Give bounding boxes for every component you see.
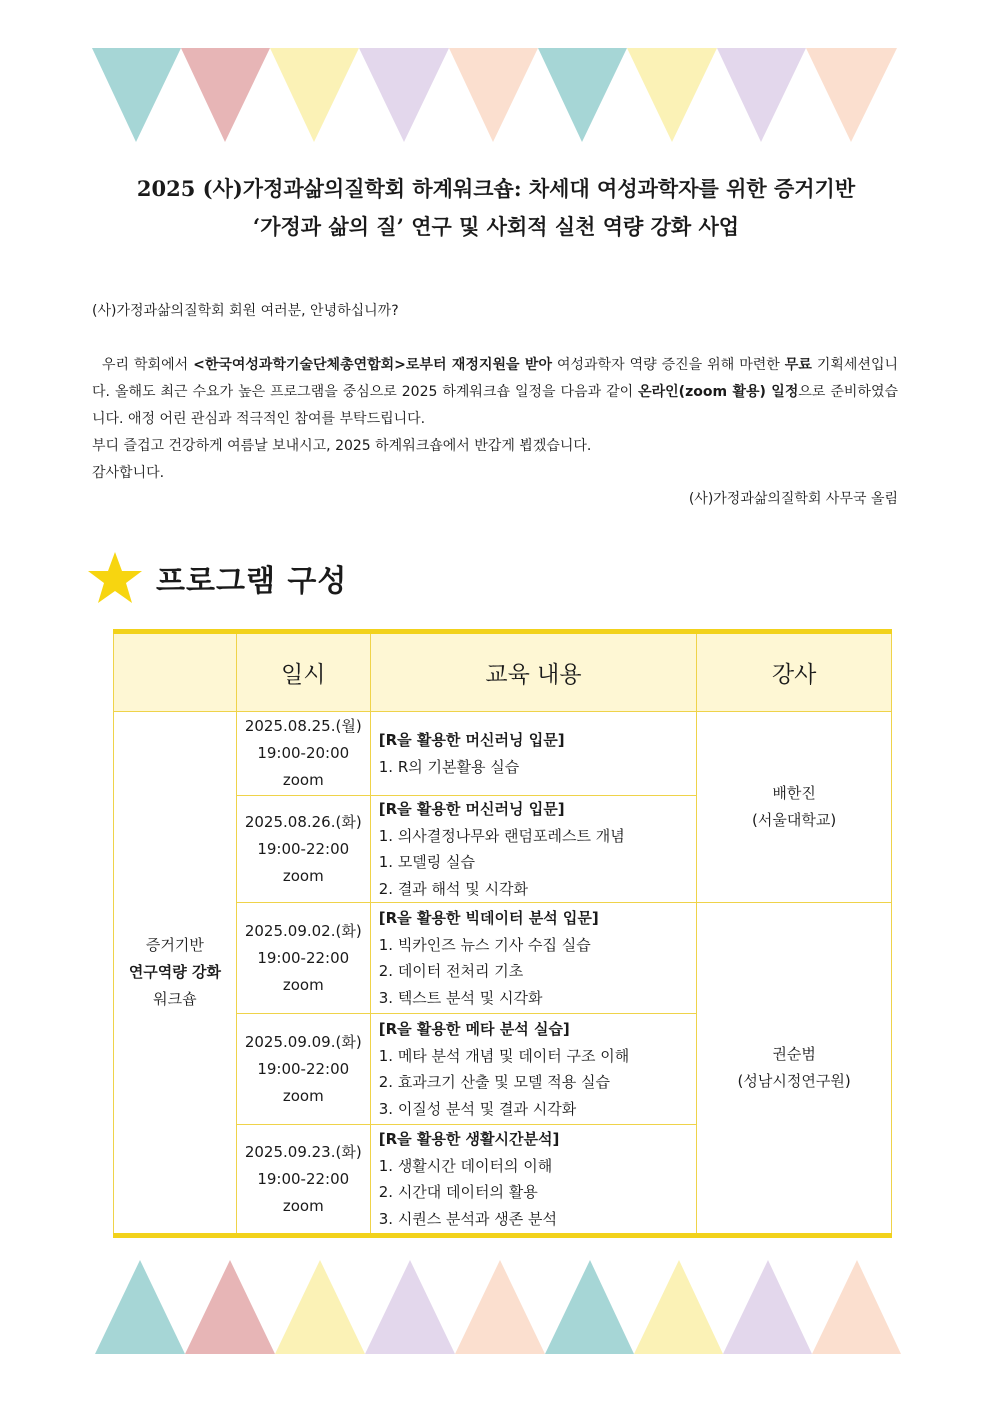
pennant-teal (538, 48, 627, 142)
lecturer-affiliation: (성남시정연구원) (737, 1072, 851, 1090)
pennant-yellow (275, 1260, 365, 1354)
section-title: 프로그램 구성 (156, 564, 348, 599)
pennant-pink (185, 1260, 275, 1354)
session-topic: [R을 활용한 생활시간분석] (378, 1130, 560, 1148)
body-text-b: 여성과학자 역량 증진을 위해 마련한 (551, 357, 785, 373)
session-time: 19:00-20:00 (257, 744, 350, 762)
session-item: 2. 데이터 전처리 기초 (378, 962, 524, 980)
category-line-1: 증거기반 (145, 936, 204, 954)
pennant-peach (449, 48, 538, 142)
greeting: (사)가정과삶의질학회 회원 여러분, 안녕하십니까? (92, 303, 399, 319)
pennant-yellow (634, 1260, 723, 1354)
bunting-top (0, 48, 992, 144)
date-cell (236, 1125, 370, 1236)
session-topic: [R을 활용한 빅데이터 분석 입문] (378, 909, 599, 927)
signoff: (사)가정과삶의질학회 사무국 올림 (688, 491, 898, 507)
session-item: 1. 생활시간 데이터의 이해 (378, 1156, 553, 1175)
body-paragraph-2: 부디 즐겁고 건강하게 여름날 보내시고, 2025 하계워크숍에서 반갑게 뵙겠습니다. (92, 438, 592, 454)
table-row (114, 712, 892, 796)
content-cell (370, 1014, 697, 1125)
body-bold-online: 온라인(zoom 활용) 일정 (638, 384, 799, 400)
session-topic: [R을 활용한 머신러닝 입문] (378, 731, 565, 749)
session-date: 2025.09.02.(화) (244, 921, 362, 940)
body-bold-funding: <한국여성과학기술단체총연합회>로부터 재정지원을 받아 (193, 357, 552, 373)
session-date: 2025.09.23.(화) (244, 1142, 362, 1161)
session-mode: zoom (282, 1196, 324, 1215)
session-item: 2. 결과 해석 및 시각화 (378, 879, 529, 898)
session-item: 2. 시간대 데이터의 활용 (378, 1183, 538, 1201)
lecturer-affiliation: (서울대학교) (752, 811, 837, 829)
body-paragraph-3: 감사합니다. (92, 465, 165, 481)
category-cell (114, 712, 237, 1236)
header-content: 교육 내용 (370, 632, 697, 712)
session-item: 3. 텍스트 분석 및 시각화 (378, 988, 543, 1007)
table-header-row (114, 632, 892, 712)
body-text-d: 으로 준비하였습니다. 애정 어린 관심과 적극적인 참여를 부탁드립니다. (92, 384, 899, 427)
pennant-lavender (723, 1260, 812, 1354)
pennant-teal (95, 1260, 185, 1354)
pennant-teal (92, 48, 181, 142)
session-date: 2025.08.26.(화) (244, 812, 362, 831)
session-mode: zoom (282, 975, 324, 994)
session-topic: [R을 활용한 머신러닝 입문] (378, 800, 565, 818)
date-cell (236, 796, 370, 903)
session-time: 19:00-22:00 (257, 1169, 350, 1188)
pennant-pink (181, 48, 270, 142)
session-item: 3. 이질성 분석 및 결과 시각화 (378, 1099, 577, 1118)
title-line-1: 2025 (사)가정과삶의질학회 하계워크숍: 차세대 여성과학자를 위한 증거기반 (136, 176, 856, 201)
pennant-peach (812, 1260, 901, 1354)
content-cell (370, 903, 697, 1014)
body-text (92, 352, 898, 487)
lecturer-cell (697, 903, 892, 1236)
body-paragraph-1 (92, 352, 898, 433)
session-item: 1. 모델링 실습 (378, 853, 476, 871)
document-title (60, 170, 932, 246)
pennant-peach (455, 1260, 545, 1354)
lecturer-cell (697, 712, 892, 903)
pennant-peach (806, 48, 897, 142)
session-date: 2025.08.25.(월) (244, 717, 362, 735)
pennant-yellow (270, 48, 359, 142)
session-item: 1. 의사결정나무와 랜덤포레스트 개념 (378, 826, 625, 845)
content-cell (370, 1125, 697, 1236)
program-table (113, 629, 892, 1238)
section-heading (86, 548, 347, 608)
body-bold-free: 무료 (784, 357, 812, 373)
category-line-3: 워크숍 (153, 990, 197, 1008)
date-cell (236, 1014, 370, 1125)
lecturer-name: 권순범 (772, 1045, 816, 1063)
body-text-a: 우리 학회에서 (101, 357, 194, 373)
session-time: 19:00-22:00 (257, 1059, 350, 1078)
session-item: 1. R의 기본활용 실습 (378, 757, 520, 776)
session-mode: zoom (282, 1086, 324, 1105)
content-cell (370, 796, 697, 903)
bunting-bottom (0, 1258, 992, 1354)
category-line-2: 연구역량 강화 (128, 963, 221, 981)
header-date: 일시 (236, 632, 370, 712)
session-time: 19:00-22:00 (257, 948, 350, 967)
pennant-lavender (359, 48, 449, 142)
title-line-2: ‘가정과 삶의 질’ 연구 및 사회적 실천 역량 강화 사업 (252, 214, 740, 239)
header-lecturer: 강사 (697, 632, 892, 712)
pennant-teal (545, 1260, 634, 1354)
session-time: 19:00-22:00 (257, 839, 350, 858)
session-topic: [R을 활용한 메타 분석 실습] (378, 1020, 570, 1038)
pennant-yellow (627, 48, 717, 142)
pennant-lavender (717, 48, 806, 142)
session-item: 3. 시퀀스 분석과 생존 분석 (378, 1209, 558, 1228)
lecturer-name: 배한진 (772, 784, 816, 802)
session-item: 1. 메타 분석 개념 및 데이터 구조 이해 (378, 1046, 630, 1065)
session-date: 2025.09.09.(화) (244, 1032, 362, 1051)
session-mode: zoom (282, 866, 324, 885)
session-mode: zoom (282, 771, 324, 789)
body-text-c: 기획세션입니다. 올해도 최근 수요가 높은 프로그램을 중심으로 2025 하계워크숍 일정을 다음과 같이 (92, 357, 898, 400)
content-cell (370, 712, 697, 796)
session-item: 2. 효과크기 산출 및 모델 적용 실습 (378, 1073, 611, 1091)
session-item: 1. 빅카인즈 뉴스 기사 수집 실습 (378, 935, 591, 954)
header-category (114, 632, 237, 712)
date-cell (236, 903, 370, 1014)
date-cell (236, 712, 370, 796)
star-icon (86, 550, 144, 606)
pennant-lavender (365, 1260, 455, 1354)
